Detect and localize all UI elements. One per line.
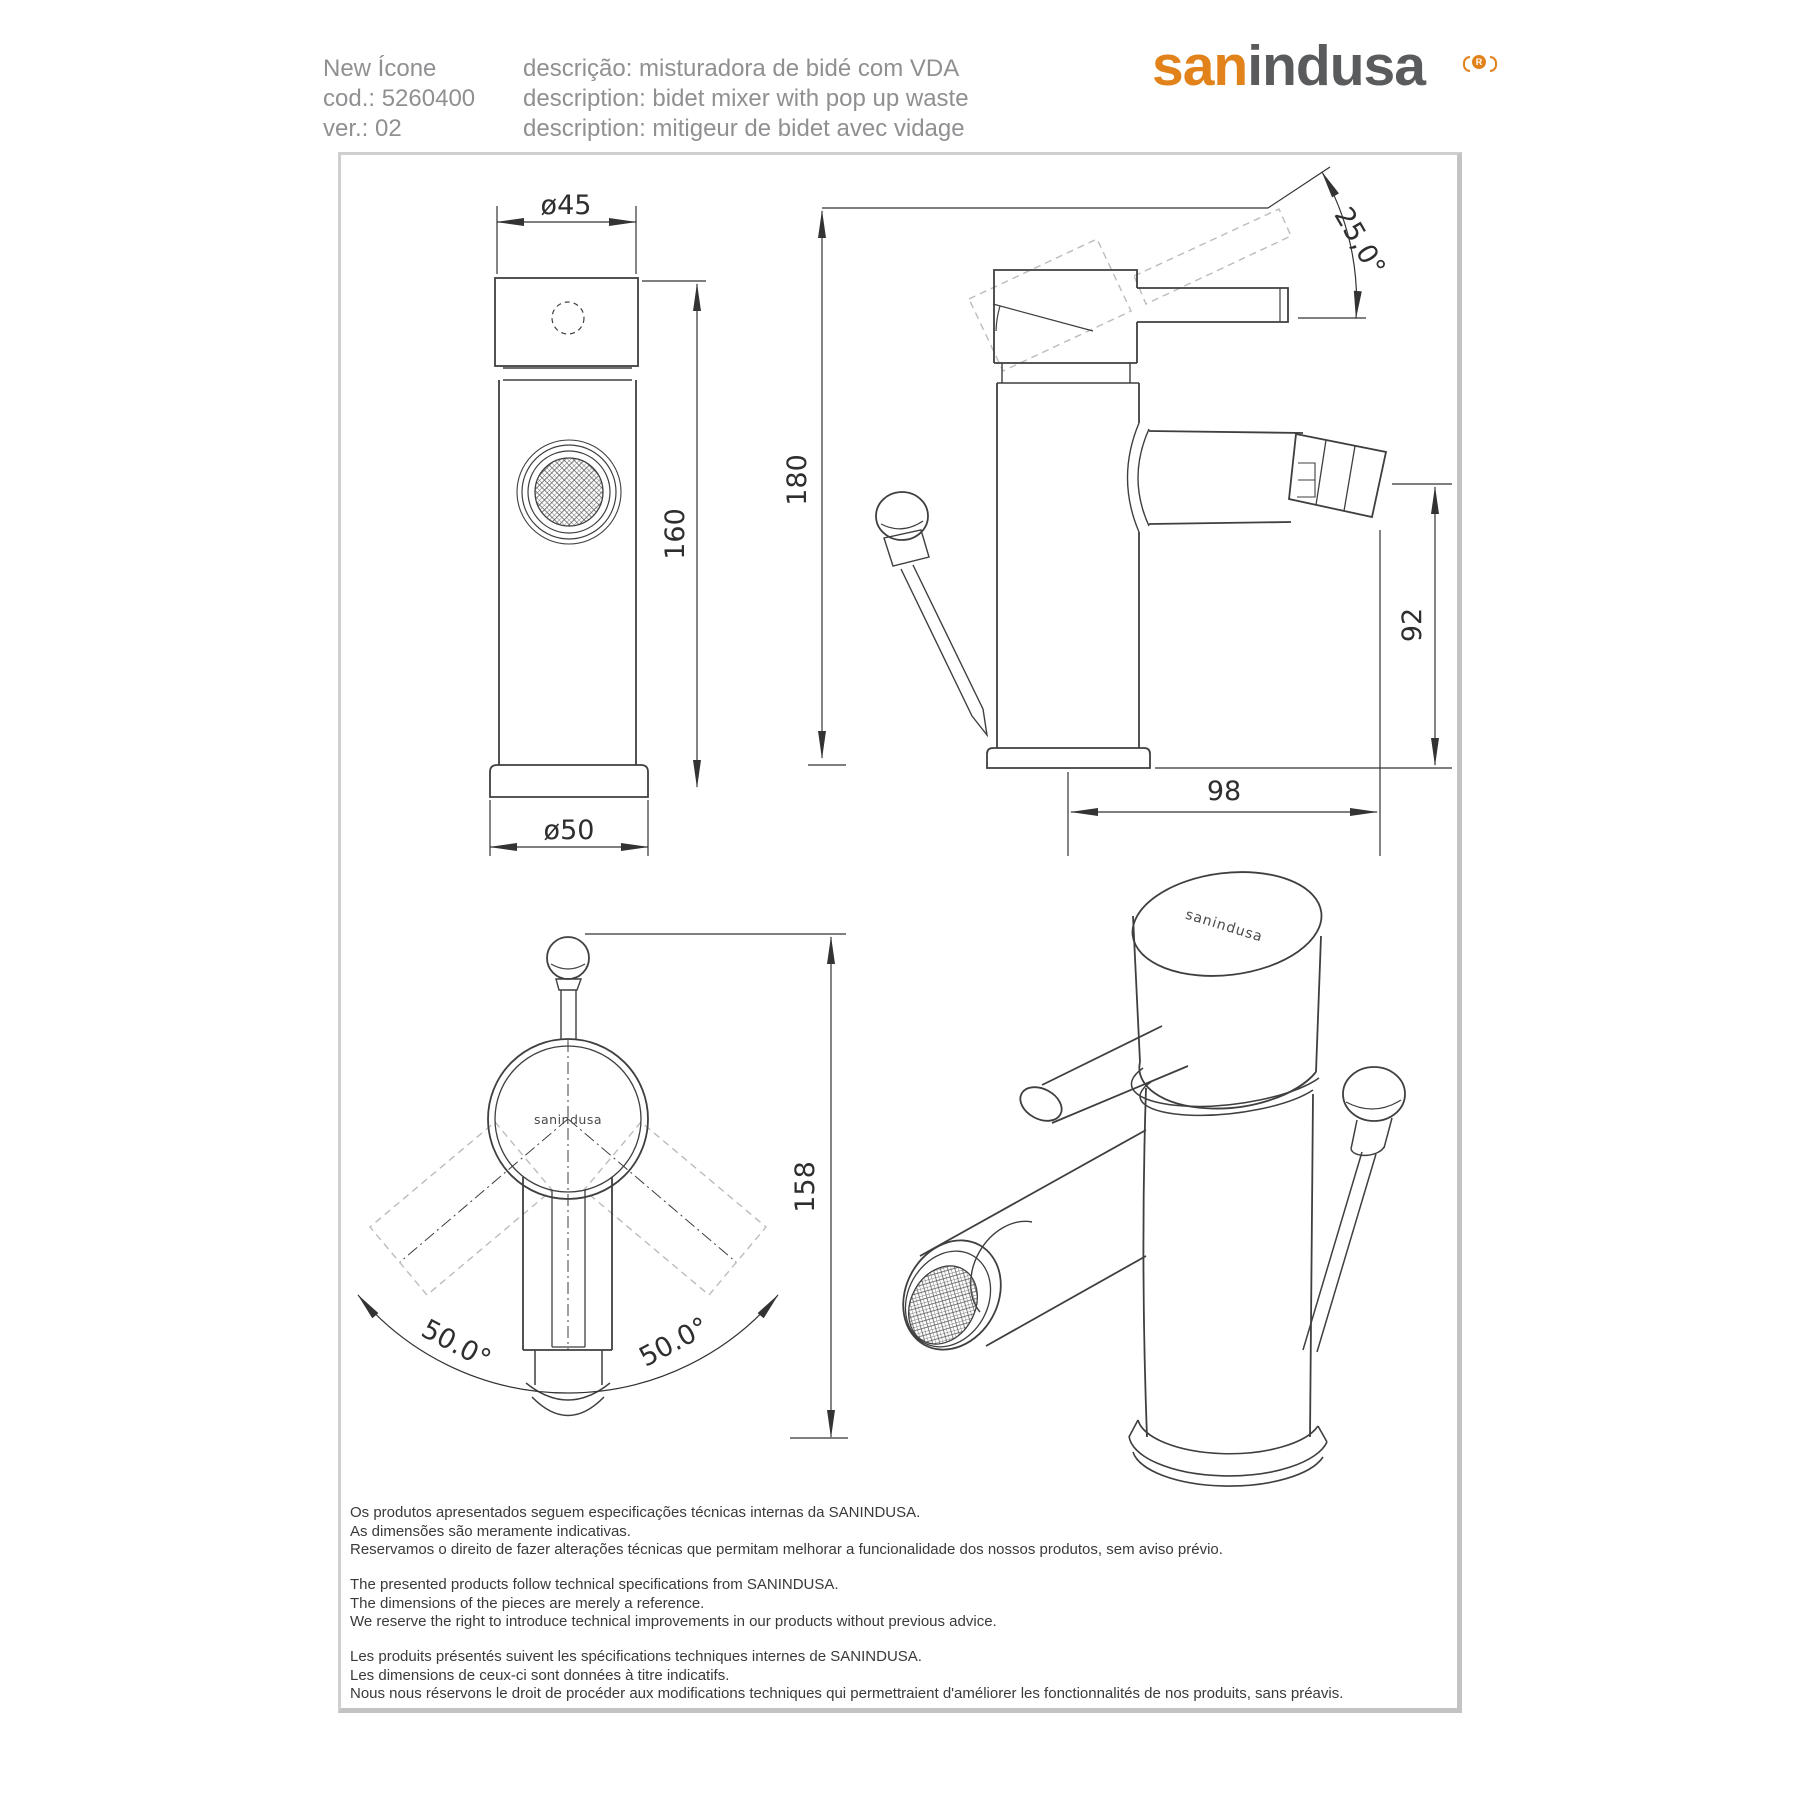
dim-label-180: 180 bbox=[782, 454, 813, 506]
perspective-brand-mark: sanindusa bbox=[1183, 906, 1265, 946]
footer-en-line1: The presented products follow technical specifications from SANINDUSA. bbox=[350, 1576, 839, 1593]
front-hole-dashed bbox=[552, 302, 584, 334]
front-view-drawing bbox=[490, 278, 648, 797]
footer-fr-line3: Nous nous réservons le droit de procéder aux modifications techniques qui permettraient d'améliorer les fonctionnalités de nos produits, sans préavis. bbox=[350, 1685, 1344, 1702]
dim-ext-98 bbox=[1068, 530, 1380, 856]
footer-disclaimer-en bbox=[350, 1576, 997, 1632]
persp-aerator-mesh bbox=[895, 1254, 991, 1357]
side-lever-horizontal bbox=[1137, 288, 1288, 322]
footer-pt-line2: As dimensões são meramente indicativas. bbox=[350, 1522, 631, 1540]
centerline-left-50 bbox=[400, 1119, 568, 1262]
footer-disclaimer-fr bbox=[350, 1648, 1343, 1704]
side-angle-detail bbox=[993, 304, 1093, 331]
side-popup-knob bbox=[876, 492, 928, 540]
footer-pt-line3: Reservamos o direito de fazer alterações técnicas que permitam melhorar a funcionalidade dos nossos produtos, sem aviso prévio. bbox=[350, 1541, 1223, 1558]
description-en: description: bidet mixer with pop up waste bbox=[523, 85, 969, 112]
logo-part-orange: san bbox=[1152, 34, 1248, 98]
top-popup-knob bbox=[547, 937, 589, 979]
dim-label-98: 98 bbox=[1206, 776, 1242, 807]
side-popup-collar bbox=[884, 530, 929, 566]
side-popup-rod bbox=[901, 565, 987, 735]
persp-popup-rod bbox=[1303, 1152, 1376, 1352]
front-base-outline bbox=[490, 765, 648, 797]
dim-ref-line-180 bbox=[822, 167, 1330, 208]
top-popup-knob-seam bbox=[551, 964, 585, 969]
footer-fr-line2: Les dimensions de ceux-ci sont données à titre indicatifs. bbox=[350, 1666, 730, 1684]
top-view-brand-mark: sanindusa bbox=[533, 1112, 603, 1127]
top-aerator-tip bbox=[526, 1350, 610, 1416]
persp-base-rings bbox=[1129, 1420, 1327, 1486]
product-name: New Ícone bbox=[323, 55, 437, 82]
dim-label-50-left: 50.0° bbox=[416, 1313, 496, 1376]
ghost-handle-left-50 bbox=[370, 1122, 552, 1295]
side-view-ghost-lines bbox=[969, 209, 1291, 371]
front-body-edges bbox=[499, 380, 636, 765]
persp-cap-sides bbox=[1133, 916, 1321, 1072]
side-base-outline bbox=[987, 748, 1150, 768]
dim-label-158: 158 bbox=[790, 1161, 821, 1213]
dim-label-160: 160 bbox=[660, 508, 691, 560]
top-popup-neck bbox=[556, 979, 581, 990]
product-code: cod.: 5260400 bbox=[323, 85, 476, 112]
footer-en-line3: We reserve the right to introduce technical improvements in our products without previous advice. bbox=[350, 1613, 997, 1630]
persp-popup-collar bbox=[1351, 1118, 1392, 1155]
side-cartridge-outline bbox=[994, 270, 1137, 363]
persp-body-sides bbox=[1143, 1088, 1313, 1437]
logo-part-gray: indusa bbox=[1247, 34, 1425, 98]
side-view-drawing bbox=[876, 270, 1386, 768]
front-cap-outline bbox=[495, 278, 638, 366]
description-fr: description: mitigeur de bidet avec vidage bbox=[523, 115, 965, 142]
side-neck bbox=[997, 363, 1139, 383]
persp-spout-collar-arc bbox=[971, 1221, 1032, 1312]
footer-pt-line1: Os produtos apresentados seguem especificações técnicas internas da SANINDUSA. bbox=[350, 1504, 921, 1521]
dim-label-25deg: 25,0° bbox=[1327, 202, 1392, 282]
front-aerator-mesh bbox=[535, 458, 603, 526]
side-body-edges bbox=[997, 383, 1139, 748]
side-aerator-cap bbox=[1289, 434, 1386, 517]
top-view-centerlines bbox=[400, 1040, 736, 1350]
dim-label-92: 92 bbox=[1397, 607, 1428, 643]
product-version: ver.: 02 bbox=[323, 115, 402, 142]
persp-popup-knob bbox=[1343, 1067, 1405, 1121]
side-aerator-cap-lines bbox=[1316, 440, 1355, 511]
registered-dot: R bbox=[1472, 55, 1486, 69]
dim-label-o50: ø50 bbox=[543, 815, 595, 846]
dim-label-50-right: 50.0° bbox=[634, 1311, 714, 1374]
side-popup-knob-seam bbox=[881, 521, 923, 529]
ghost-lever-raised bbox=[1134, 209, 1291, 304]
top-view-dimensions bbox=[358, 934, 848, 1438]
side-aerator-notch bbox=[1297, 463, 1315, 497]
persp-popup-knob-seam bbox=[1346, 1100, 1401, 1109]
perspective-view-drawing bbox=[884, 862, 1405, 1486]
footer-en-line2: The dimensions of the pieces are merely a reference. bbox=[350, 1594, 705, 1612]
centerline-right-50 bbox=[568, 1119, 736, 1262]
footer-fr-line1: Les produits présentés suivent les spécifications techniques internes de SANINDUSA. bbox=[350, 1648, 922, 1665]
persp-lever-lines bbox=[1042, 1026, 1188, 1123]
front-joint-lines bbox=[503, 368, 632, 380]
side-spout-bulge-arcs bbox=[1128, 423, 1150, 532]
dim-label-o45: ø45 bbox=[540, 190, 592, 221]
footer-disclaimer-pt bbox=[350, 1504, 1223, 1560]
side-spout-horn bbox=[1149, 431, 1303, 524]
top-popup-rod bbox=[561, 990, 576, 1039]
description-pt: descrição: misturadora de bidé com VDA bbox=[523, 55, 960, 82]
